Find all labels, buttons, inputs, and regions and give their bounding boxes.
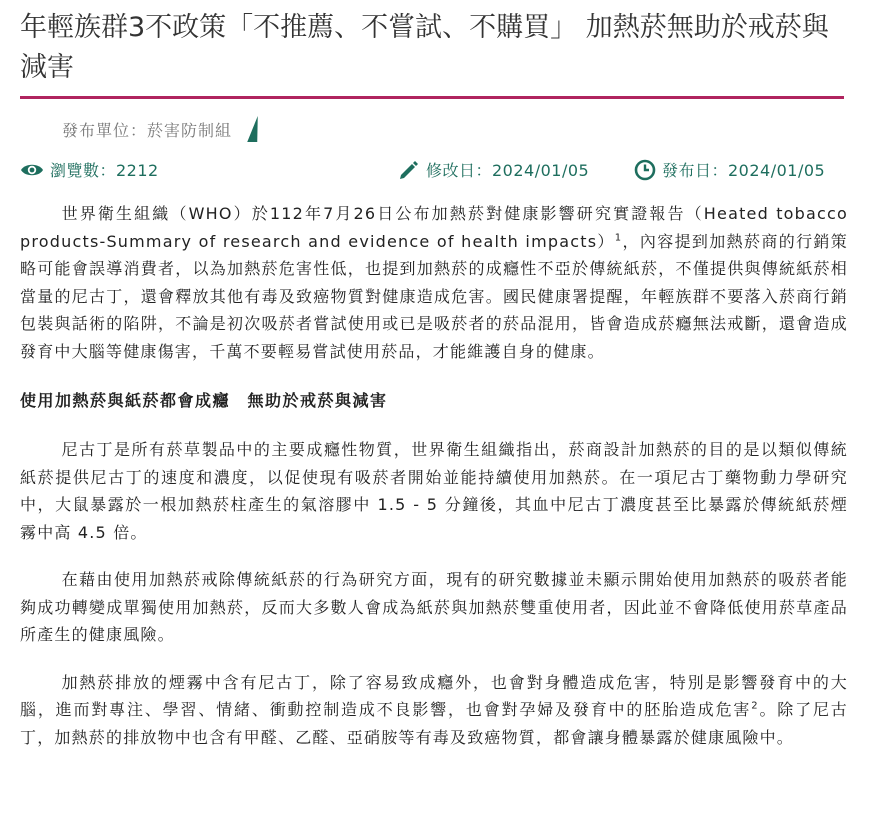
footnote-ref-2[interactable]: 2 [751,700,759,712]
paragraph-nicotine: 尼古丁是所有菸草製品中的主要成癮性物質，世界衛生組織指出，菸商設計加熱菸的目的是以類似傳統紙菸提供尼古丁的速度和濃度，以促使現有吸菸者開始並能持續使用加熱菸。在一項尼古丁藥物動力學研究中，大鼠暴露於一根加熱菸柱產生的氣溶膠中 1.5 - 5 分鐘後，其血中尼古丁濃度甚至比暴露於傳統紙菸煙霧中高 4.5 倍。 [20,440,848,542]
paragraph-intro [20,200,848,365]
paragraph-intro-text-cont: ，內容提到加熱菸商的行銷策略可能會誤導消費者，以為加熱菸危害性低，也提到加熱菸的成癮性不亞於傳統紙菸，不僅提供與傳統紙菸相當量的尼古丁，還會釋放其他有毒及致癌物質對健康造成危害。國民健康署提醒，年輕族群不要落入菸商行銷包裝與話術的陷阱，不論是初次吸菸者嘗試使用或已是吸菸者的菸品混用，皆會造成菸癮無法戒斷，還會造成發育中大腦等健康傷害，千萬不要輕易嘗試使用菸品，才能維護自身的健康。 [20,231,848,361]
paragraph-cessation: 在藉由使用加熱菸戒除傳統紙菸的行為研究方面，現有的研究數據並未顯示開始使用加熱菸的吸菸者能夠成功轉變成單獨使用加熱菸，反而大多數人會成為紙菸與加熱菸雙重使用者，因此並不會降低使用菸草產品所產生的健康風險。 [20,570,848,644]
paragraph-intro-text: 世界衛生組織（WHO）於112年7月26日公布加熱菸對健康影響研究實證報告（Heated tobacco products-Summary of research and evidence of health impacts） [20,204,848,251]
page-title: 年輕族群3不政策「不推薦、不嘗試、不購買」 加熱菸無助於戒菸與減害 [20,12,829,83]
pencil-icon [398,159,420,181]
title-divider [20,96,844,99]
publisher-mark-icon [247,116,263,142]
eye-icon [20,162,44,178]
view-count-text: 瀏覽數：2212 [50,161,159,180]
footnote-ref-1[interactable]: 1 [614,232,623,244]
published-date [634,158,825,181]
view-count [20,158,159,181]
modified-date [398,158,589,181]
clock-icon [634,159,656,181]
publisher-label: 發布單位：菸害防制組 [62,120,233,140]
paragraph-harm-text-cont: 。除了尼古丁，加熱菸的排放物中也含有甲醛、乙醛、亞硝胺等有毒及致癌物質，都會讓身體暴露於健康風險中。 [20,700,848,747]
section-heading: 使用加熱菸與紙菸都會成癮 無助於戒菸與減害 [20,391,388,410]
published-date-text: 發布日：2024/01/05 [662,161,826,180]
publisher-row [62,116,260,142]
modified-date-text: 修改日：2024/01/05 [426,161,590,180]
paragraph-harm [20,669,848,752]
paragraph-harm-text: 加熱菸排放的煙霧中含有尼古丁，除了容易致成癮外，也會對身體造成危害，特別是影響發育中的大腦，進而對專注、學習、情緒、衝動控制造成不良影響，也會對孕婦及發育中的胚胎造成危害 [20,672,848,719]
article-body [20,200,848,771]
